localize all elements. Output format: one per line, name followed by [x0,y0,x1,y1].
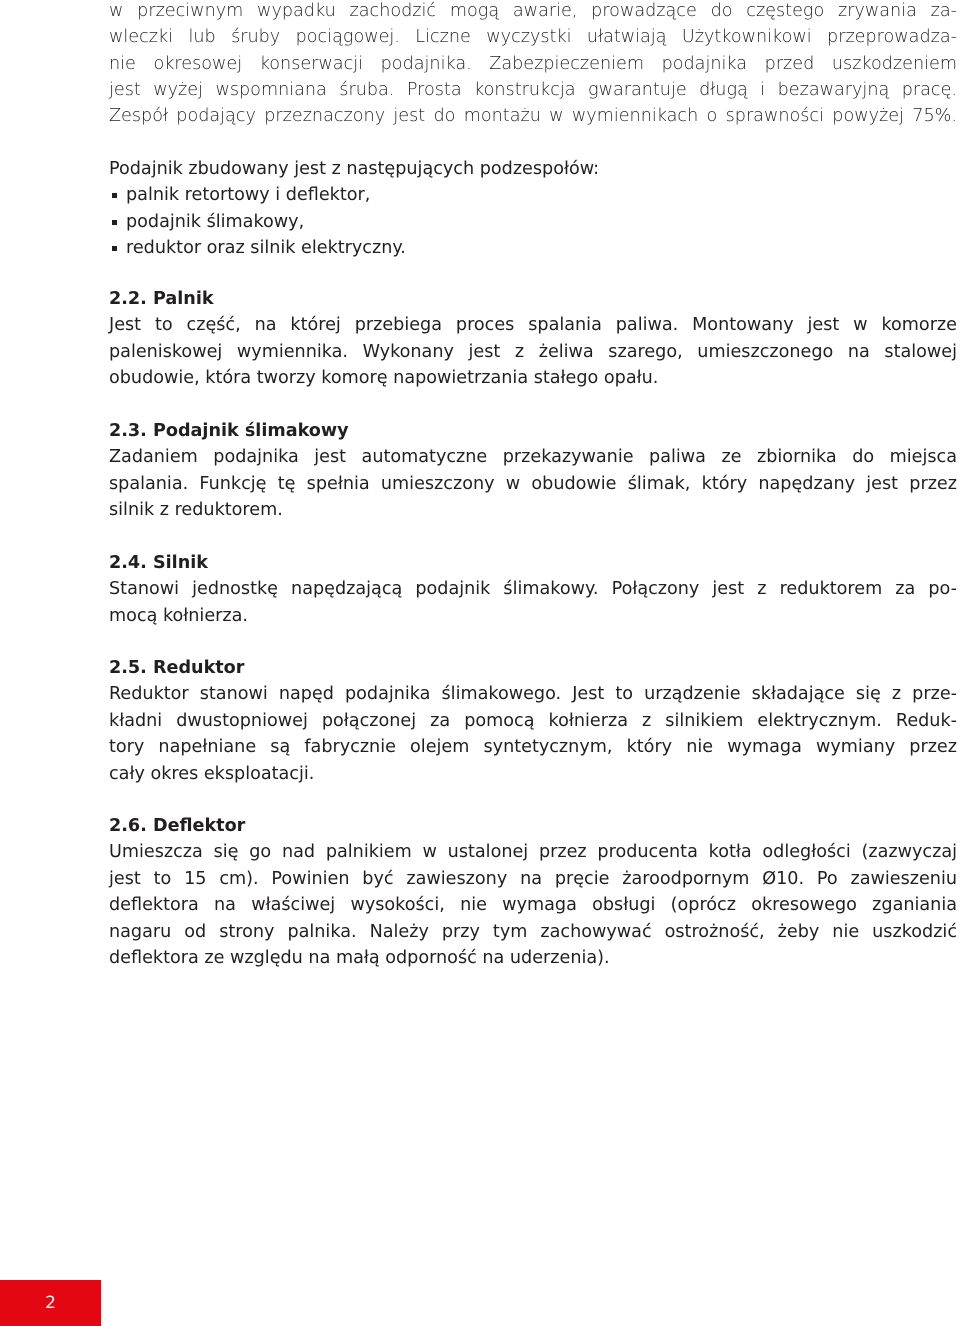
components-list-block [109,156,957,261]
section-line: obudowie, która tworzy komorę napowietrzania stałego opału. [109,368,659,389]
list-item-text: podajnik ślimakowy, [126,211,305,232]
page-number: 2 [45,1293,56,1313]
section-line: tory napełniane są fabrycznie olejem syntetycznym, który nie wymaga wymiany przez [109,737,957,758]
section-line: Zadaniem podajnika jest automatyczne przekazywanie paliwa ze zbiornika do miejsca [109,447,957,468]
bullet-icon [112,193,117,198]
intro-line: wleczki lub śruby pociągowej. Liczne wyczystki ułatwiają Użytkownikowi przeprowadza- [109,27,957,48]
section-line: paleniskowej wymiennika. Wykonany jest z żeliwa szarego, umieszczonego na stalowej [109,341,957,362]
list-item-text: reduktor oraz silnik elektryczny. [126,237,406,258]
section-silnik [109,550,957,629]
section-line: silnik z reduktorem. [109,500,283,521]
section-line: nagaru od strony palnika. Należy przy tym zachowywać ostrożność, żeby nie uszkodzić [109,921,957,942]
section-line: deflektora na właściwej wysokości, nie wymaga obsługi (oprócz okresowego zganiania [109,895,957,916]
section-podajnik-slimakowy [109,418,957,524]
list-item [109,209,957,235]
intro-line: jest wyżej wspomniana śruba. Prosta konstrukcja gwarantuje długą i bezawaryjną pracę. [109,79,957,100]
section-line: Jest to część, na której przebiega proces spalania paliwa. Montowany jest w komorze [109,315,957,336]
section-heading: 2.2. Palnik [109,289,214,309]
bullet-icon [112,246,117,251]
section-line: mocą kołnierza. [109,605,248,626]
section-line: kładni dwustopniowej połączonej za pomocą kołnierza z silnikiem elektrycznym. Reduk- [109,710,957,731]
page-number-badge [0,1280,101,1326]
section-reduktor [109,655,957,787]
section-heading: 2.5. Reduktor [109,658,245,678]
section-line: jest to 15 cm). Powinien być zawieszony na pręcie żaroodpornym Ø10. Po zawieszeniu [109,868,957,889]
intro-line: nie okresowej konserwacji podajnika. Zabezpieczeniem podajnika przed uszkodzeniem [109,53,957,74]
components-lead: Podajnik zbudowany jest z następujących podzespołów: [109,159,600,179]
section-heading: 2.4. Silnik [109,553,208,573]
list-item [109,235,957,261]
section-palnik [109,286,957,392]
components-list [109,182,957,261]
section-line: Stanowi jednostkę napędzającą podajnik ślimakowy. Połączony jest z reduktorem za po- [109,579,957,600]
section-deflektor [109,813,957,971]
section-line: spalania. Funkcję tę spełnia umieszczony w obudowie ślimak, który napędzany jest przez [109,473,957,494]
intro-paragraph [109,0,957,129]
section-line: Umieszcza się go nad palnikiem w ustalonej przez producenta kotła odległości (zazwyczaj [109,842,957,863]
intro-line: Zespół podający przeznaczony jest do montażu w wymiennikach o sprawności powyżej 75%. [109,106,957,127]
section-heading: 2.6. Deflektor [109,816,246,836]
list-item-text: palnik retortowy i deflektor, [126,185,371,206]
list-item [109,182,957,208]
section-line: deflektora ze względu na małą odporność na uderzenia). [109,948,610,969]
section-line: Reduktor stanowi napęd podajnika ślimakowego. Jest to urządzenie składające się z prze- [109,684,957,705]
intro-line: w przeciwnym wypadku zachodzić mogą awarie, prowadzące do częstego zrywania za- [109,1,957,21]
section-heading: 2.3. Podajnik ślimakowy [109,421,349,441]
section-line: cały okres eksploatacji. [109,763,315,784]
bullet-icon [112,220,117,225]
